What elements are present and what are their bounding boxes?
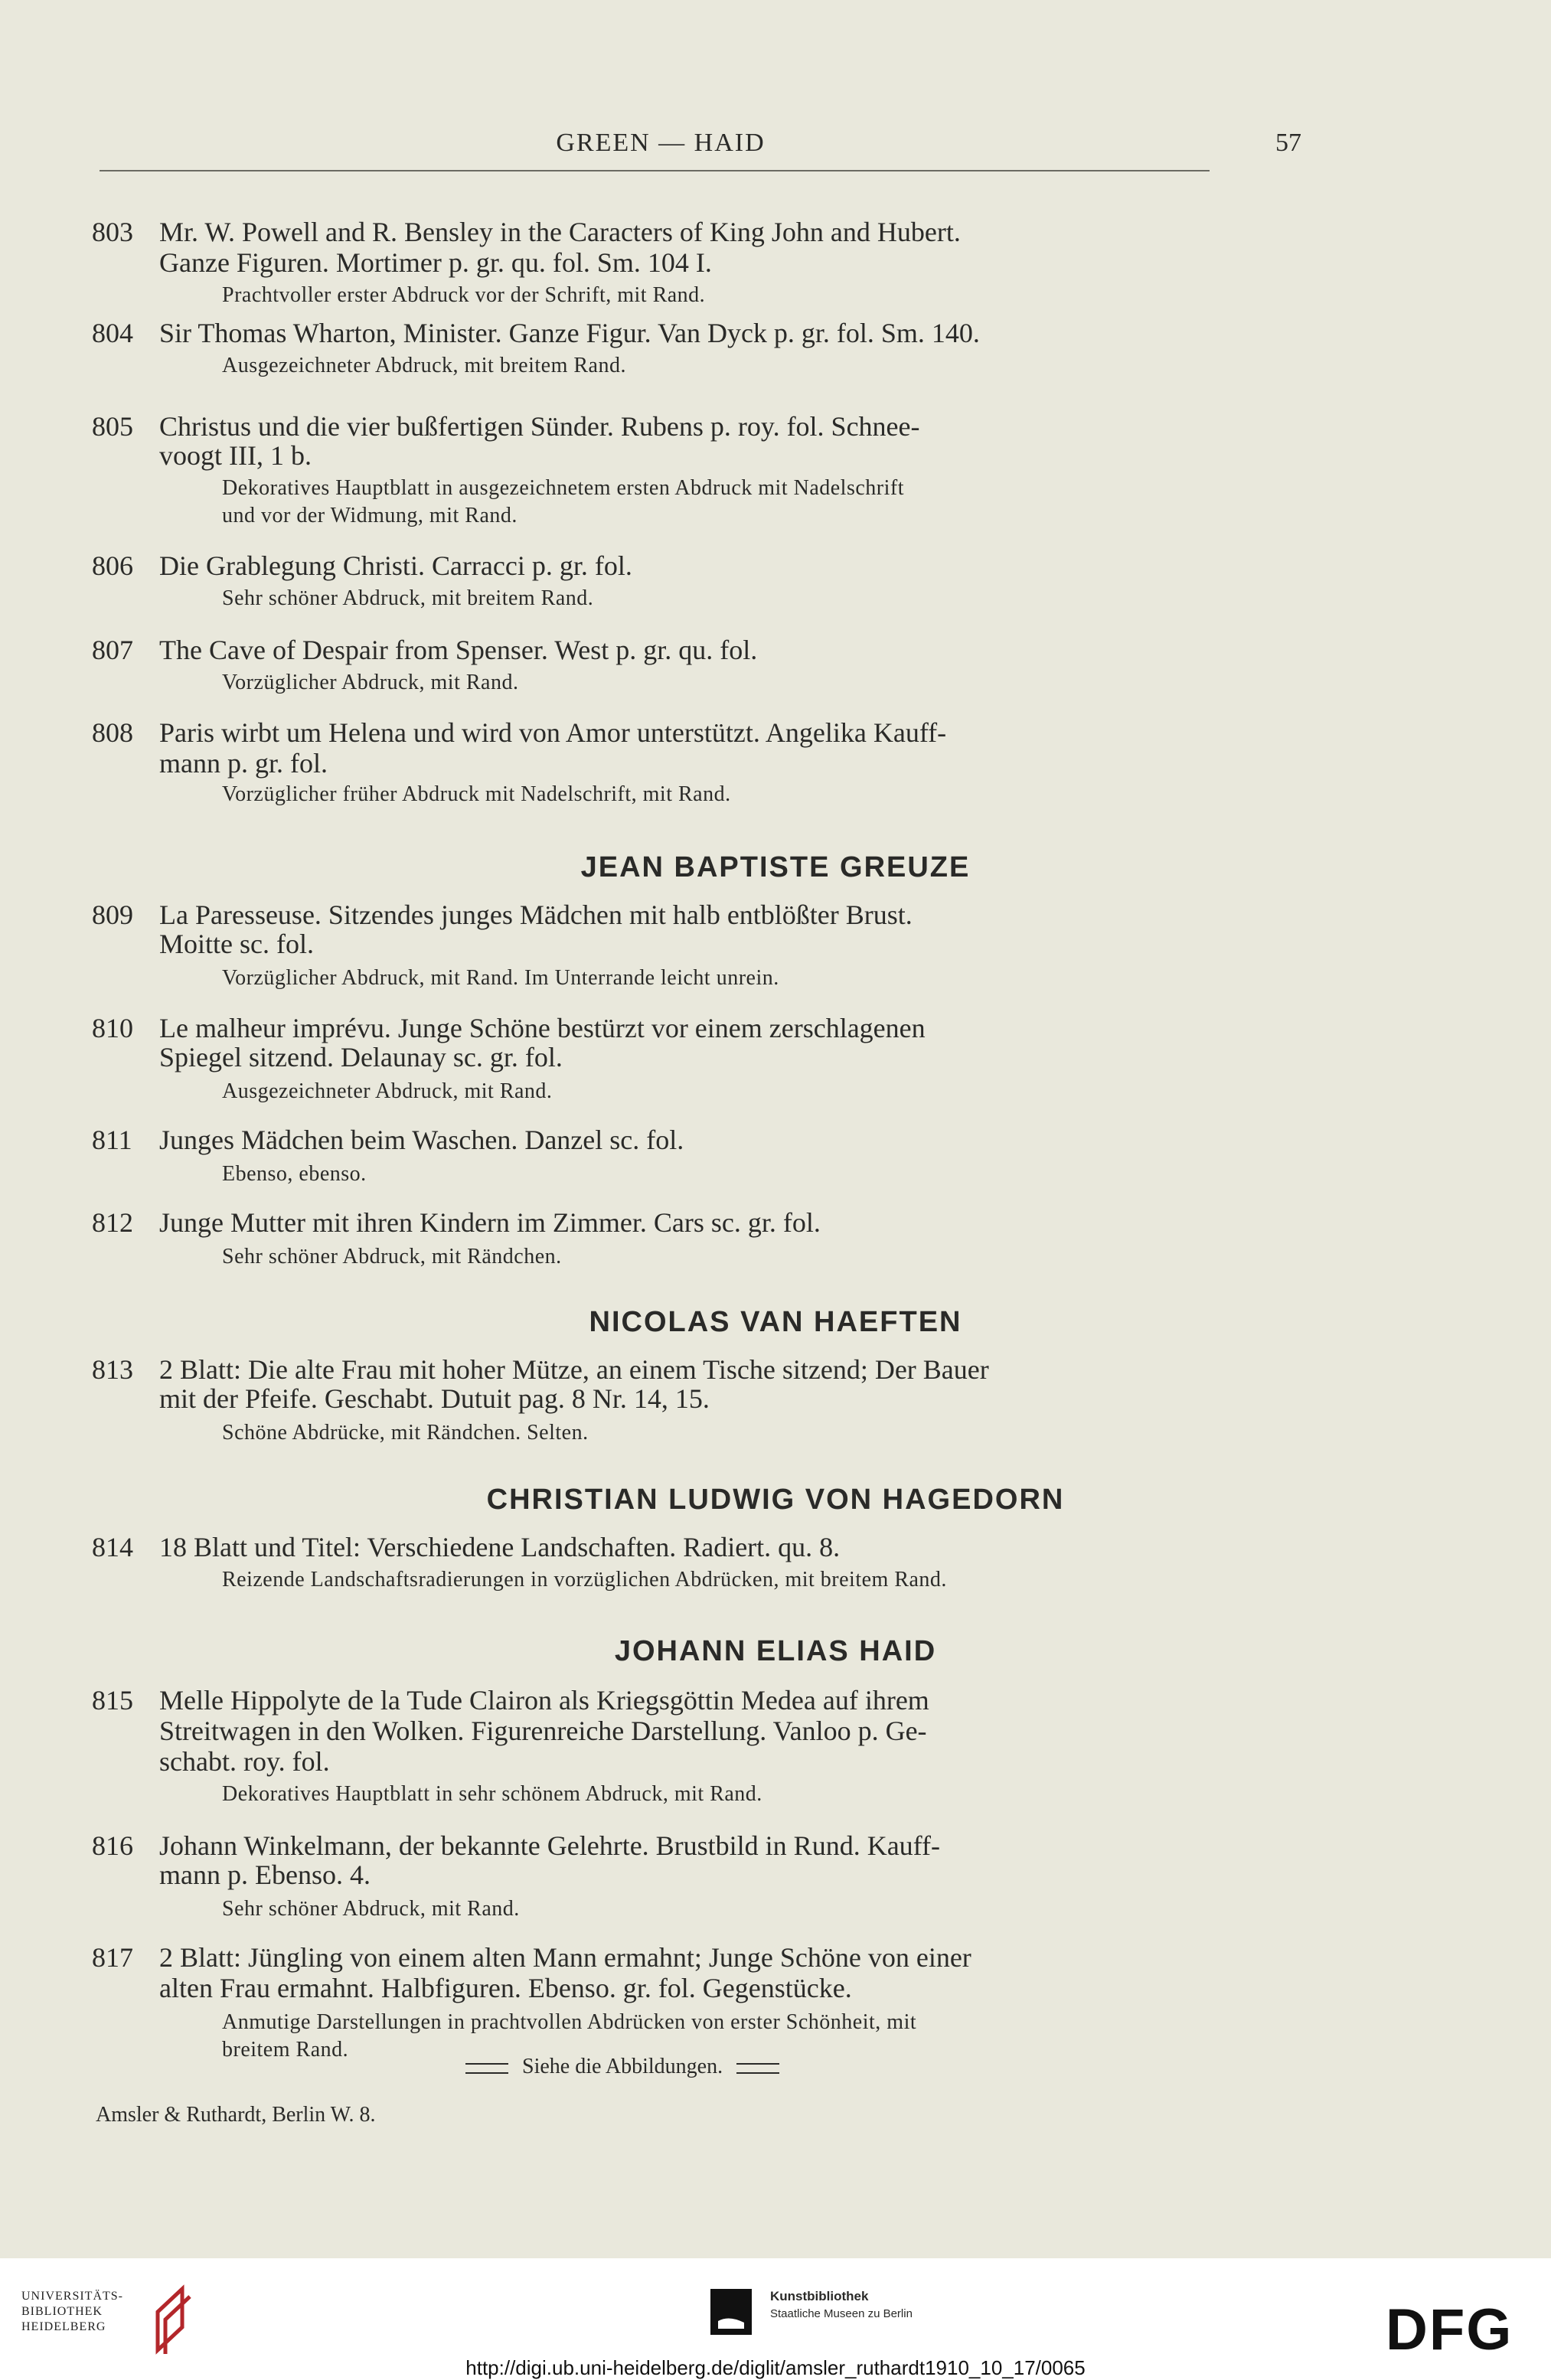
kunstbibliothek-subtitle: Staatliche Museen zu Berlin <box>770 2307 913 2320</box>
entry-text: Sir Thomas Wharton, Minister. Ganze Figur. Van Dyck p. gr. fol. Sm. 140. <box>159 318 980 348</box>
entry-note: und vor der Widmung, mit Rand. <box>222 504 518 527</box>
entry-note: breitem Rand. <box>222 2038 349 2062</box>
entry-text: mann p. Ebenso. 4. <box>159 1859 371 1890</box>
entry-note: Anmutige Darstellungen in prachtvollen Abdrücken von erster Schönheit, mit <box>222 2010 917 2034</box>
entry-note: Ausgezeichneter Abdruck, mit breitem Rand. <box>222 354 626 377</box>
entry-number: 806 <box>92 550 133 581</box>
digitization-footer <box>0 2258 1551 2380</box>
entry-text: La Paresseuse. Sitzendes junges Mädchen mit halb entblößter Brust. <box>159 899 913 930</box>
entry-note: Vorzüglicher Abdruck, mit Rand. Im Unterrande leicht unrein. <box>222 966 779 990</box>
entry-text: The Cave of Despair from Spenser. West p. gr. qu. fol. <box>159 635 758 665</box>
entry-text: Mr. W. Powell and R. Bensley in the Caracters of King John and Hubert. <box>159 217 961 247</box>
entry-number: 812 <box>92 1207 133 1238</box>
entry-number: 805 <box>92 411 133 442</box>
double-rule-left <box>465 2063 508 2074</box>
entry-text: Ganze Figuren. Mortimer p. gr. qu. fol. Sm. 104 I. <box>159 247 712 278</box>
header-rule <box>100 170 1210 171</box>
entry-number: 810 <box>92 1013 133 1043</box>
entry-number: 803 <box>92 217 133 247</box>
heidelberg-logo-icon <box>152 2281 198 2358</box>
entry-number: 813 <box>92 1354 133 1385</box>
entry-note: Sehr schöner Abdruck, mit breitem Rand. <box>222 586 594 610</box>
entry-text: alten Frau ermahnt. Halbfiguren. Ebenso. gr. fol. Gegenstücke. <box>159 1973 852 2003</box>
entry-text: Johann Winkelmann, der bekannte Gelehrte. Brustbild in Rund. Kauff- <box>159 1830 940 1861</box>
section-heading-greuze: JEAN BAPTISTE GREUZE <box>580 851 971 883</box>
entry-note: Schöne Abdrücke, mit Rändchen. Selten. <box>222 1421 589 1445</box>
see-illustrations-text: Siehe die Abbildungen. <box>522 2055 723 2078</box>
entry-number: 816 <box>92 1830 133 1861</box>
entry-note: Reizende Landschaftsradierungen in vorzüglichen Abdrücken, mit breitem Rand. <box>222 1568 947 1592</box>
see-illustrations <box>452 2055 793 2079</box>
section-heading-hagedorn: CHRISTIAN LUDWIG VON HAGEDORN <box>486 1484 1065 1516</box>
entry-number: 807 <box>92 635 133 665</box>
entry-number: 809 <box>92 899 133 930</box>
heidelberg-library-text: UNIVERSITÄTS- BIBLIOTHEK HEIDELBERG <box>21 2290 123 2333</box>
entry-text: Junges Mädchen beim Waschen. Danzel sc. fol. <box>159 1125 684 1155</box>
entry-text: Le malheur imprévu. Junge Schöne bestürzt vor einem zerschlagenen <box>159 1013 926 1043</box>
printer-imprint: Amsler & Ruthardt, Berlin W. 8. <box>96 2103 376 2127</box>
section-heading-haid: JOHANN ELIAS HAID <box>614 1635 937 1667</box>
heidelberg-library-logo <box>21 2281 190 2358</box>
entry-number: 814 <box>92 1532 133 1562</box>
entry-text: Paris wirbt um Helena und wird von Amor unterstützt. Angelika Kauff- <box>159 717 947 748</box>
entry-text: Streitwagen in den Wolken. Figurenreiche Darstellung. Vanloo p. Ge- <box>159 1716 927 1746</box>
entry-note: Vorzüglicher Abdruck, mit Rand. <box>222 671 519 694</box>
entry-note: Ebenso, ebenso. <box>222 1162 367 1186</box>
entry-text: Moitte sc. fol. <box>159 929 314 959</box>
entry-text: Junge Mutter mit ihren Kindern im Zimmer. Cars sc. gr. fol. <box>159 1207 821 1238</box>
entry-number: 804 <box>92 318 133 348</box>
entry-text: Spiegel sitzend. Delaunay sc. gr. fol. <box>159 1042 563 1072</box>
entry-text: schabt. roy. fol. <box>159 1746 330 1777</box>
entry-text: mann p. gr. fol. <box>159 748 328 779</box>
entry-text: mit der Pfeife. Geschabt. Dutuit pag. 8 Nr. 14, 15. <box>159 1383 710 1414</box>
entry-text: 2 Blatt: Jüngling von einem alten Mann ermahnt; Junge Schöne von einer <box>159 1942 971 1973</box>
entry-number: 808 <box>92 717 133 748</box>
entry-text: 18 Blatt und Titel: Verschiedene Landschaften. Radiert. qu. 8. <box>159 1532 841 1562</box>
page-number: 57 <box>1275 129 1301 157</box>
entry-note: Prachtvoller erster Abdruck vor der Schrift, mit Rand. <box>222 283 706 307</box>
entry-number: 815 <box>92 1685 133 1716</box>
entry-note: Dekoratives Hauptblatt in ausgezeichnetem ersten Abdruck mit Nadelschrift <box>222 476 904 500</box>
kunstbibliothek-icon <box>710 2289 752 2335</box>
entry-text: Die Grablegung Christi. Carracci p. gr. fol. <box>159 550 632 581</box>
entry-note: Vorzüglicher früher Abdruck mit Nadelschrift, mit Rand. <box>222 782 731 806</box>
entry-text: Melle Hippolyte de la Tude Clairon als Kriegsgöttin Medea auf ihrem <box>159 1685 929 1716</box>
entry-text: 2 Blatt: Die alte Frau mit hoher Mütze, an einem Tische sitzend; Der Bauer <box>159 1354 989 1385</box>
entry-text: voogt III, 1 b. <box>159 440 312 471</box>
permalink-url[interactable]: http://digi.ub.uni-heidelberg.de/diglit/amsler_ruthardt1910_10_17/0065 <box>465 2356 1086 2379</box>
running-head-title: GREEN — HAID <box>556 129 766 157</box>
double-rule-right <box>736 2063 779 2074</box>
section-heading-haeften: NICOLAS VAN HAEFTEN <box>589 1306 962 1338</box>
entry-number: 811 <box>92 1125 132 1155</box>
entry-note: Ausgezeichneter Abdruck, mit Rand. <box>222 1079 553 1103</box>
entry-text: Christus und die vier bußfertigen Sünder. Rubens p. roy. fol. Schnee- <box>159 411 920 442</box>
dfg-logo: DFG <box>1386 2297 1513 2362</box>
running-head <box>100 129 1301 175</box>
entry-note: Sehr schöner Abdruck, mit Rand. <box>222 1897 520 1921</box>
kunstbibliothek-name: Kunstbibliothek <box>770 2289 869 2303</box>
entry-note: Sehr schöner Abdruck, mit Rändchen. <box>222 1245 562 1268</box>
entry-number: 817 <box>92 1942 133 1973</box>
entry-note: Dekoratives Hauptblatt in sehr schönem Abdruck, mit Rand. <box>222 1782 762 1806</box>
